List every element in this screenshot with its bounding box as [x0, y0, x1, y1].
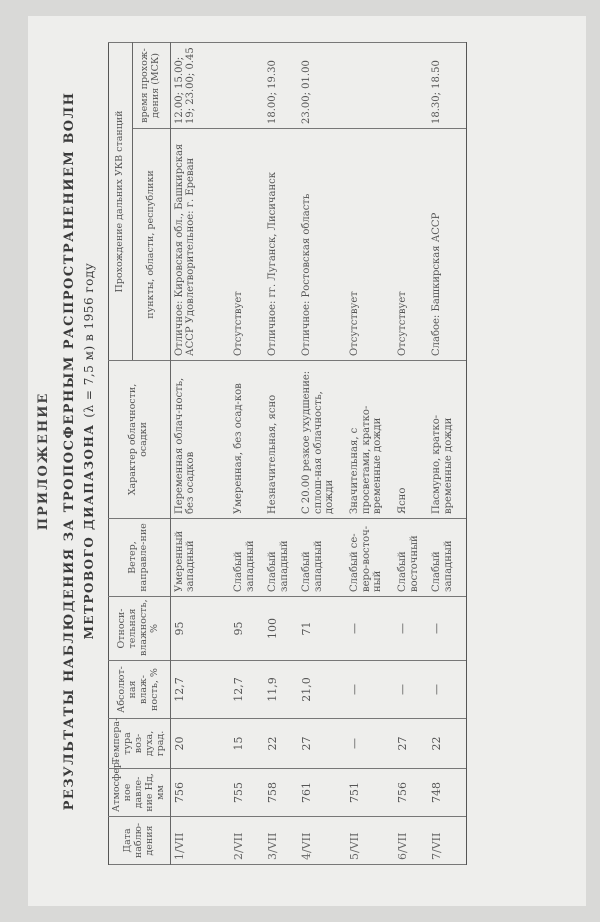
- table-row: [264, 42, 298, 864]
- table-row: [230, 42, 264, 864]
- cell-pressure: 758: [264, 769, 298, 817]
- cell-pressure: 761: [298, 769, 346, 817]
- page: [28, 16, 586, 906]
- rotated-sheet: [28, 21, 578, 901]
- cell-temperature: 22: [428, 719, 466, 769]
- cell-clouds: Пасмурно, кратко-временные дожди: [428, 361, 466, 519]
- cell-date: 1/VII: [170, 817, 230, 865]
- cell-temperature: 20: [170, 719, 230, 769]
- cell-date: 2/VII: [230, 817, 264, 865]
- cell-clouds: С 20.00 резкое ухудшение: сплош-ная облачность, дожди: [298, 361, 346, 519]
- cell-vhf-points: Отличное: Кировская обл., Башкирская АССР Удовлетворительное: г. Ереван: [170, 129, 230, 361]
- cell-rel-humidity: 71: [298, 597, 346, 661]
- cell-pressure: 755: [230, 769, 264, 817]
- cell-clouds: Умеренная, без осад-ков: [230, 361, 264, 519]
- table-row: [428, 42, 466, 864]
- cell-vhf-time: 18.00; 19.30: [264, 42, 298, 128]
- cell-vhf-points: Отличное: Ростовская область: [298, 129, 346, 361]
- cell-abs-humidity: —: [428, 661, 466, 719]
- table-row: [298, 42, 346, 864]
- col-header-vhf-group: Прохождение дальних УКВ станций: [109, 42, 133, 360]
- col-header-clouds: Характер облачности, осадки: [109, 361, 171, 519]
- cell-rel-humidity: —: [428, 597, 466, 661]
- cell-wind: Слабый восточный: [394, 519, 428, 597]
- col-header-vhf-points: пункты, области, республики: [132, 129, 170, 361]
- cell-vhf-time: 23.00; 01.00: [298, 42, 346, 128]
- cell-date: 5/VII: [346, 817, 394, 865]
- cell-clouds: Переменная облач-ность, без осадков: [170, 361, 230, 519]
- cell-temperature: —: [346, 719, 394, 769]
- cell-wind: Слабый западный: [298, 519, 346, 597]
- cell-pressure: 756: [170, 769, 230, 817]
- cell-vhf-time: [394, 42, 428, 128]
- cell-vhf-points: Слабое: Башкирская АССР: [428, 129, 466, 361]
- cell-rel-humidity: 100: [264, 597, 298, 661]
- title-line-2-tail: (λ = 7,5 м) в 1956 году: [82, 262, 96, 418]
- cell-wind: Слабый се-веро-восточ-ный: [346, 519, 394, 597]
- col-header-temperature: Темпера-тура воз-духа, град.: [109, 719, 171, 769]
- cell-rel-humidity: 95: [170, 597, 230, 661]
- title-line-2: [82, 41, 96, 861]
- cell-date: 6/VII: [394, 817, 428, 865]
- col-header-pressure: Атмосфер-ное давле-ние Hд, мм: [109, 769, 171, 817]
- cell-pressure: 751: [346, 769, 394, 817]
- observations-table: [108, 42, 467, 865]
- cell-date: 7/VII: [428, 817, 466, 865]
- cell-abs-humidity: 21,0: [298, 661, 346, 719]
- cell-clouds: Ясно: [394, 361, 428, 519]
- title-line-1: РЕЗУЛЬТАТЫ НАБЛЮДЕНИЯ ЗА ТРОПОСФЕРНЫМ РАСПРОСТРАНЕНИЕМ ВОЛН: [62, 91, 77, 811]
- cell-abs-humidity: —: [346, 661, 394, 719]
- cell-rel-humidity: —: [394, 597, 428, 661]
- col-header-abs-humidity: Абсолют-ная влаж-ность, %: [109, 661, 171, 719]
- table-row: [394, 42, 428, 864]
- col-header-vhf-time: время прохож-дения (МСК): [132, 42, 170, 128]
- cell-wind: Слабый западный: [230, 519, 264, 597]
- col-header-wind: Ветер, направле-ние: [109, 519, 171, 597]
- appendix-heading: ПРИЛОЖЕНИЕ: [36, 391, 51, 531]
- cell-wind: Слабый западный: [428, 519, 466, 597]
- cell-clouds: Незначительная, ясно: [264, 361, 298, 519]
- cell-vhf-time: [346, 42, 394, 128]
- cell-pressure: 748: [428, 769, 466, 817]
- cell-abs-humidity: 11,9: [264, 661, 298, 719]
- cell-temperature: 27: [394, 719, 428, 769]
- cell-abs-humidity: 12,7: [170, 661, 230, 719]
- cell-date: 3/VII: [264, 817, 298, 865]
- cell-vhf-points: Отличное: гг. Луганск, Лисичанск: [264, 129, 298, 361]
- cell-clouds: Значительная, с просветами, кратко-временные дожди: [346, 361, 394, 519]
- cell-vhf-time: [230, 42, 264, 128]
- cell-temperature: 15: [230, 719, 264, 769]
- cell-date: 4/VII: [298, 817, 346, 865]
- cell-rel-humidity: —: [346, 597, 394, 661]
- cell-temperature: 27: [298, 719, 346, 769]
- cell-vhf-points: Отсутствует: [230, 129, 264, 361]
- table-row: [346, 42, 394, 864]
- cell-abs-humidity: —: [394, 661, 428, 719]
- title-line-2-main: МЕТРОВОГО ДИАПАЗОНА: [82, 423, 96, 640]
- col-header-date: Дата наблю-дения: [109, 817, 171, 865]
- cell-temperature: 22: [264, 719, 298, 769]
- cell-rel-humidity: 95: [230, 597, 264, 661]
- cell-wind: Умеренный западный: [170, 519, 230, 597]
- cell-wind: Слабый западный: [264, 519, 298, 597]
- cell-vhf-time: 12.00; 15.00; 19; 23.00; 0.45: [170, 42, 230, 128]
- cell-pressure: 756: [394, 769, 428, 817]
- cell-vhf-points: Отсутствует: [346, 129, 394, 361]
- cell-vhf-time: 18.30; 18.50: [428, 42, 466, 128]
- col-header-rel-humidity: Относи-тельная влажность, %: [109, 597, 171, 661]
- table-row: [170, 42, 230, 864]
- cell-vhf-points: Отсутствует: [394, 129, 428, 361]
- cell-abs-humidity: 12,7: [230, 661, 264, 719]
